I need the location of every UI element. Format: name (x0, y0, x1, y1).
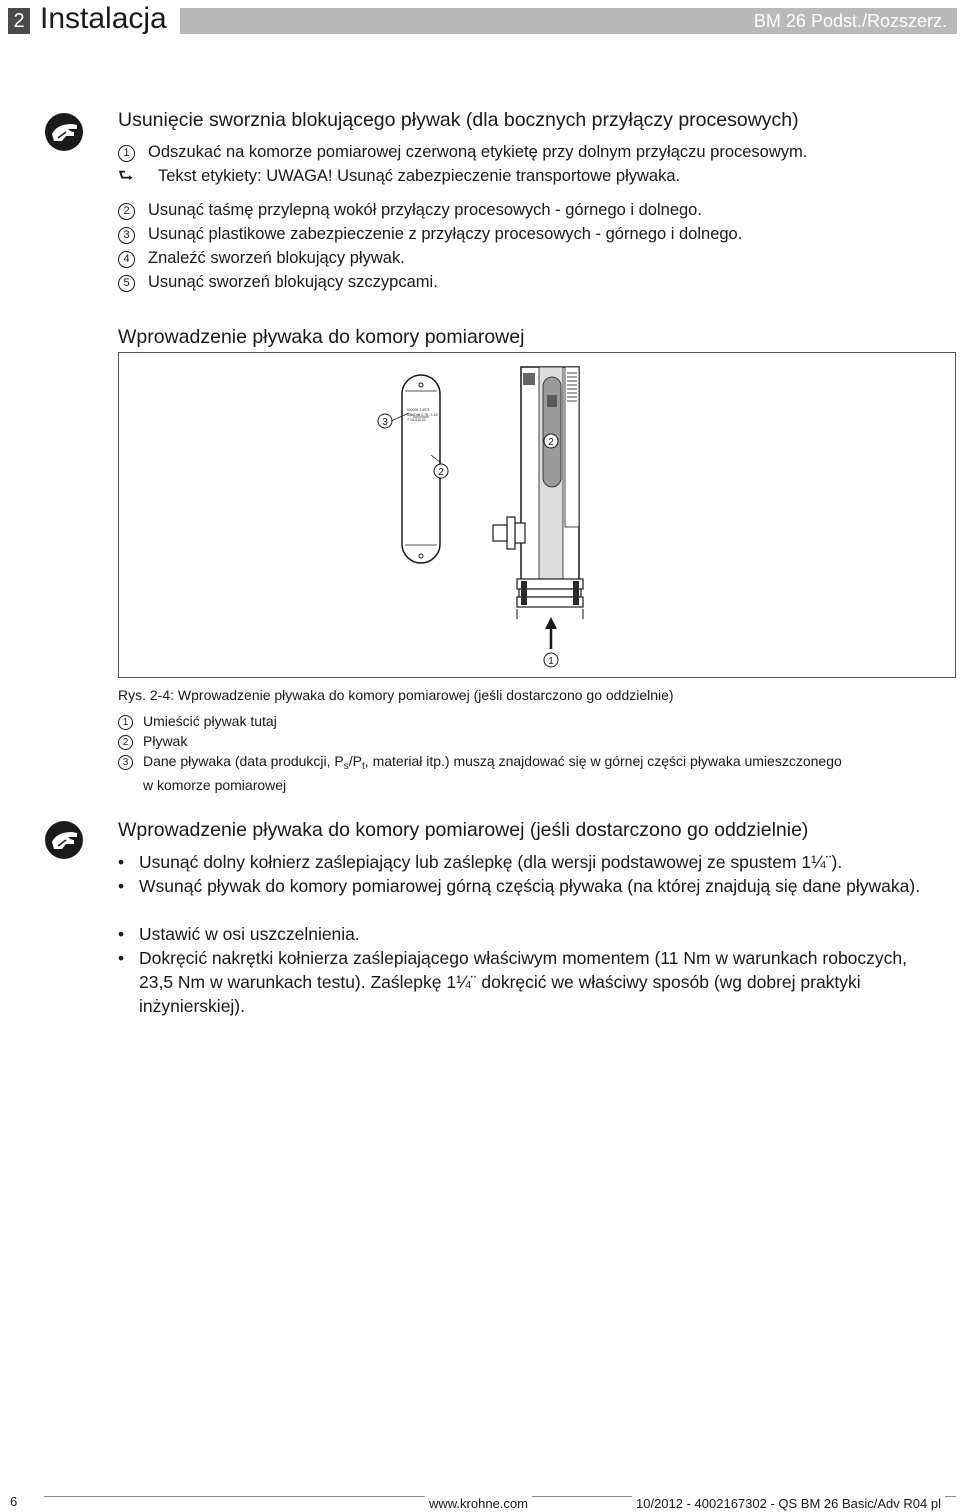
step-number: 5 (118, 275, 135, 292)
callout-1 (544, 653, 558, 667)
figure-float-insertion (118, 352, 956, 678)
hand-action-icon (44, 112, 84, 152)
page-header (0, 0, 960, 40)
step-1 (118, 141, 807, 163)
step-text: Tekst etykiety: UWAGA! Usunąć zabezpieczenie transportowe pływaka. (158, 167, 681, 185)
callout-2-float (434, 464, 448, 478)
legend-number: 1 (118, 715, 133, 730)
list-item: • Wsunąć pływak do komory pomiarowej górną częścią pływaka (na której znajdują się dane pływaka). (118, 876, 921, 896)
hand-action-icon (44, 820, 84, 860)
step-text: Usunąć sworzeń blokujący szczypcami. (148, 273, 438, 291)
legend-text: Pływak (143, 733, 188, 749)
legend-item-3: 3 Dane pływaka (data produkcji, $P_s/P_t$, materiał itp.) muszą znajdować się w górnej części pływaka umieszczonego (118, 752, 842, 776)
page-number: 6 (10, 1494, 18, 1509)
section-title: Instalacja (40, 2, 167, 35)
step-number: 3 (118, 227, 135, 244)
section-number: 2 (8, 8, 30, 34)
step-text: Znaleźć sworzeń blokujący pływak. (148, 249, 405, 267)
step-2 (118, 199, 702, 221)
callout-3 (378, 414, 392, 428)
step-number: 2 (118, 203, 135, 220)
product-label: BM 26 Podst./Rozszerz. (180, 8, 957, 34)
list-item: • Ustawić w osi uszczelnienia. (118, 924, 360, 944)
step-4 (118, 247, 405, 269)
float-label-line-3: T 1/1/110-02 (407, 418, 426, 422)
bullet-icon: • (118, 924, 125, 944)
figure-caption: Rys. 2-4: Wprowadzenie pływaka do komory pomiarowej (jeśli dostarczono go oddzielnie) (118, 687, 674, 703)
list-item: • Usunąć dolny kołnierz zaślepiający lub zaślepkę (dla wersji podstawowej ze spustem 1¼¨). (118, 852, 843, 872)
step-result (118, 165, 680, 187)
footer-url[interactable]: www.krohne.com (425, 1496, 532, 1511)
section-heading-float-insertion: Wprowadzenie pływaka do komory pomiarowej (jeśli dostarczono go oddzielnie) (118, 819, 809, 841)
step-3 (118, 223, 742, 245)
legend-item-3-cont: w komorze pomiarowej (143, 777, 287, 793)
figure-drawing (119, 353, 955, 677)
step-text: Odszukać na komorze pomiarowej czerwoną etykietę przy dolnym przyłączu procesowym. (148, 143, 808, 161)
figure-heading: Wprowadzenie pływaka do komory pomiarowej (118, 326, 525, 348)
footer-doc-code: 10/2012 - 4002167302 - QS BM 26 Basic/Adv R04 pl (632, 1496, 945, 1511)
step-text: Usunąć taśmę przylepną wokół przyłączy procesowych - górnego i dolnego. (148, 201, 702, 219)
legend-item-1 (118, 712, 277, 730)
float-label-line-1: 000000 1.4571 (407, 408, 430, 412)
float-label-line-2: Mfkt/Dfkt 0,78 - 1,18 (407, 413, 438, 417)
chamber-drawing (493, 367, 583, 619)
float-drawing (391, 375, 441, 563)
callout-3-label: 3 (382, 417, 388, 428)
legend-text: Umieścić pływak tutaj (143, 713, 277, 729)
step-text: Usunąć plastikowe zabezpieczenie z przyłączy procesowych - górnego i dolnego. (148, 225, 743, 243)
callout-2-chamber (544, 434, 558, 448)
list-item: • Dokręcić nakrętki kołnierza zaślepiającego właściwym momentem (11 Nm w warunkach roboczych, 23,5 Nm w warunkach testu). Zaślepkę 1¼¨ dokręcić we właściwy sposób (wg dobrej praktyki inżynierskiej). (118, 948, 908, 1016)
step-number: 4 (118, 251, 135, 268)
step-number: 1 (118, 145, 135, 162)
legend-number: 3 (118, 755, 133, 770)
result-arrow-icon: ⮑ (118, 166, 134, 185)
callout-1-label: 1 (548, 656, 554, 667)
insert-arrow (545, 617, 557, 649)
callout-2a-label: 2 (438, 467, 444, 478)
bullet-icon: • (118, 852, 125, 872)
bullet-icon: • (118, 948, 125, 968)
step-5 (118, 271, 438, 293)
legend-item-2 (118, 732, 187, 750)
bullet-icon: • (118, 876, 125, 896)
section-heading-pin-removal: Usunięcie sworznia blokującego pływak (dla bocznych przyłączy procesowych) (118, 109, 799, 131)
legend-number: 2 (118, 735, 133, 750)
callout-2b-label: 2 (548, 437, 554, 448)
